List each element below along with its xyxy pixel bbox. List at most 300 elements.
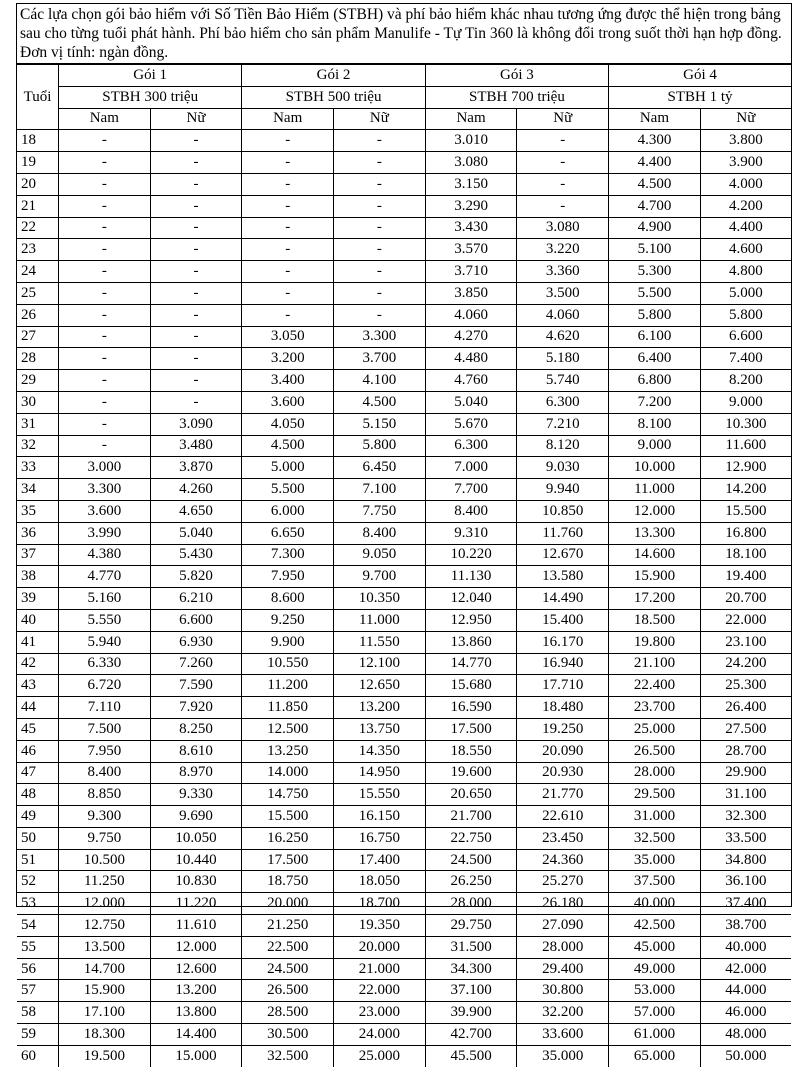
pkg1-female-cell: 3.090 <box>150 413 242 435</box>
pkg2-female-cell: 25.000 <box>334 1045 426 1066</box>
pkg4-female-cell: 27.500 <box>700 718 791 740</box>
pkg3-female-cell: 22.610 <box>517 806 609 828</box>
table-row <box>17 348 791 370</box>
pkg4-female-cell: 23.100 <box>700 631 791 653</box>
pkg4-male-cell: 21.100 <box>609 653 701 675</box>
pkg3-male-cell: 16.590 <box>425 697 517 719</box>
pkg3-female-cell: 32.200 <box>517 1002 609 1024</box>
age-cell: 37 <box>17 544 58 566</box>
age-cell: 26 <box>17 304 58 326</box>
table-row <box>17 588 791 610</box>
pkg3-female-cell: - <box>517 152 609 174</box>
pkg3-female-cell: 4.620 <box>517 326 609 348</box>
table-row <box>17 631 791 653</box>
pkg3-female-cell: 26.180 <box>517 893 609 915</box>
pkg1-female-cell: 10.440 <box>150 849 242 871</box>
pkg3-female-cell: - <box>517 195 609 217</box>
pkg3-male-cell: 3.430 <box>425 217 517 239</box>
pkg1-male-cell: 3.000 <box>58 457 150 479</box>
pkg2-male-cell: 9.900 <box>242 631 334 653</box>
pkg1-male-cell: 7.950 <box>58 740 150 762</box>
pkg2-male-cell: 13.250 <box>242 740 334 762</box>
pkg3-male-cell: 26.250 <box>425 871 517 893</box>
age-cell: 48 <box>17 784 58 806</box>
table-row <box>17 806 791 828</box>
pkg1-female-cell: 4.650 <box>150 500 242 522</box>
pkg2-female-cell: 15.550 <box>334 784 426 806</box>
pkg4-male-cell: 19.800 <box>609 631 701 653</box>
pkg2-female-cell: - <box>334 304 426 326</box>
pkg1-male-cell: 15.900 <box>58 980 150 1002</box>
table-row <box>17 1002 791 1024</box>
age-cell: 54 <box>17 915 58 937</box>
pkg3-female-cell: 24.360 <box>517 849 609 871</box>
age-cell: 33 <box>17 457 58 479</box>
pkg2-female-cell: 24.000 <box>334 1024 426 1046</box>
age-cell: 55 <box>17 936 58 958</box>
age-cell: 24 <box>17 261 58 283</box>
table-row <box>17 544 791 566</box>
pkg2-female-cell: - <box>334 130 426 152</box>
pkg3-female-cell: 20.090 <box>517 740 609 762</box>
pkg2-female-cell: 21.000 <box>334 958 426 980</box>
pkg3-male-cell: 28.000 <box>425 893 517 915</box>
pkg4-female-cell: 42.000 <box>700 958 791 980</box>
pkg1-male-cell: 5.940 <box>58 631 150 653</box>
pkg1-female-cell: - <box>150 239 242 261</box>
pkg2-female-cell: 17.400 <box>334 849 426 871</box>
pkg4-male-cell: 6.800 <box>609 370 701 392</box>
pkg1-female-cell: 6.210 <box>150 588 242 610</box>
pkg1-male-cell: - <box>58 261 150 283</box>
pkg4-female-cell: 38.700 <box>700 915 791 937</box>
age-cell: 47 <box>17 762 58 784</box>
table-row <box>17 435 791 457</box>
pkg4-male-cell: 10.000 <box>609 457 701 479</box>
table-row <box>17 915 791 937</box>
pkg2-female-cell: 5.150 <box>334 413 426 435</box>
pkg2-female-cell: 13.750 <box>334 718 426 740</box>
pkg4-male-cell: 31.000 <box>609 806 701 828</box>
pkg2-male-cell: - <box>242 282 334 304</box>
pkg2-male-cell: 21.250 <box>242 915 334 937</box>
pkg1-female-cell: 10.830 <box>150 871 242 893</box>
pkg4-male-cell: 15.900 <box>609 566 701 588</box>
age-cell: 42 <box>17 653 58 675</box>
age-cell: 41 <box>17 631 58 653</box>
pkg4-male-cell: 37.500 <box>609 871 701 893</box>
pkg4-male-cell: 25.000 <box>609 718 701 740</box>
pkg3-male-cell: 14.770 <box>425 653 517 675</box>
pkg2-male-cell: - <box>242 217 334 239</box>
pkg4-female-cell: 12.900 <box>700 457 791 479</box>
pkg3-female-cell: 29.400 <box>517 958 609 980</box>
pkg4-male-cell: 14.600 <box>609 544 701 566</box>
pkg2-male-cell: 12.500 <box>242 718 334 740</box>
package-name-row <box>17 65 791 87</box>
pkg2-female-cell: 6.450 <box>334 457 426 479</box>
pkg1-female-cell: 13.200 <box>150 980 242 1002</box>
pkg4-female-cell: 4.400 <box>700 217 791 239</box>
pkg2-male-cell: 7.300 <box>242 544 334 566</box>
pkg3-male-cell: 3.010 <box>425 130 517 152</box>
pkg4-male-cell: 6.400 <box>609 348 701 370</box>
pkg4-female-cell: 10.300 <box>700 413 791 435</box>
pkg3-male-cell: 12.950 <box>425 609 517 631</box>
table-row <box>17 936 791 958</box>
pkg1-female-cell: 11.220 <box>150 893 242 915</box>
pkg4-male-cell: 11.000 <box>609 479 701 501</box>
table-row <box>17 370 791 392</box>
pkg1-male-cell: 3.990 <box>58 522 150 544</box>
pkg1-male-cell: - <box>58 304 150 326</box>
pkg3-female-cell: 9.940 <box>517 479 609 501</box>
sum-insured-row <box>17 86 791 108</box>
pkg3-male-cell: 18.550 <box>425 740 517 762</box>
pkg3-male-cell: 7.000 <box>425 457 517 479</box>
age-cell: 32 <box>17 435 58 457</box>
age-cell: 27 <box>17 326 58 348</box>
pkg1-female-cell: 9.690 <box>150 806 242 828</box>
pkg2-male-cell: 9.250 <box>242 609 334 631</box>
pkg4-female-cell: 19.400 <box>700 566 791 588</box>
pkg1-male-cell: 5.550 <box>58 609 150 631</box>
package-4-name: Gói 4 <box>609 65 791 87</box>
pkg4-female-cell: 50.000 <box>700 1045 791 1066</box>
pkg1-male-cell: - <box>58 435 150 457</box>
pkg3-female-cell: 14.490 <box>517 588 609 610</box>
pkg3-male-cell: 3.850 <box>425 282 517 304</box>
age-cell: 29 <box>17 370 58 392</box>
pkg2-female-cell: 12.100 <box>334 653 426 675</box>
pkg1-male-cell: - <box>58 370 150 392</box>
pkg1-female-cell: 6.930 <box>150 631 242 653</box>
pkg2-female-cell: 16.150 <box>334 806 426 828</box>
pkg4-male-cell: 65.000 <box>609 1045 701 1066</box>
pkg2-female-cell: 18.050 <box>334 871 426 893</box>
pkg3-male-cell: 4.760 <box>425 370 517 392</box>
age-cell: 45 <box>17 718 58 740</box>
pkg1-female-cell: 15.000 <box>150 1045 242 1066</box>
pkg1-female-cell: 12.600 <box>150 958 242 980</box>
pkg4-male-cell: 7.200 <box>609 391 701 413</box>
pkg4-female-cell: 20.700 <box>700 588 791 610</box>
pkg1-male-cell: - <box>58 348 150 370</box>
table-row <box>17 391 791 413</box>
pkg1-male-cell: - <box>58 282 150 304</box>
table-row <box>17 173 791 195</box>
age-cell: 49 <box>17 806 58 828</box>
pkg1-female-cell: 6.600 <box>150 609 242 631</box>
package-3-name: Gói 3 <box>425 65 608 87</box>
pkg3-female-cell: - <box>517 130 609 152</box>
pkg2-female-cell: 13.200 <box>334 697 426 719</box>
age-cell: 30 <box>17 391 58 413</box>
pkg2-male-cell: 4.500 <box>242 435 334 457</box>
pkg4-female-cell: 8.200 <box>700 370 791 392</box>
premium-rows <box>17 130 791 1067</box>
pkg4-female-cell: 44.000 <box>700 980 791 1002</box>
pkg2-female-cell: - <box>334 173 426 195</box>
pkg2-male-cell: 8.600 <box>242 588 334 610</box>
pkg3-male-cell: 24.500 <box>425 849 517 871</box>
pkg4-female-cell: 4.600 <box>700 239 791 261</box>
pkg3-female-cell: 18.480 <box>517 697 609 719</box>
pkg2-female-cell: 4.500 <box>334 391 426 413</box>
pkg4-female-cell: 33.500 <box>700 827 791 849</box>
table-row <box>17 1045 791 1066</box>
pkg1-female-cell: 12.000 <box>150 936 242 958</box>
pkg2-male-cell: 6.650 <box>242 522 334 544</box>
table-row <box>17 457 791 479</box>
pkg2-female-cell: 11.550 <box>334 631 426 653</box>
package-4-sum: STBH 1 tỷ <box>609 86 791 108</box>
age-cell: 34 <box>17 479 58 501</box>
gender-row <box>17 108 791 130</box>
pkg3-male-cell: 12.040 <box>425 588 517 610</box>
pkg2-female-cell: 8.400 <box>334 522 426 544</box>
pkg2-male-cell: - <box>242 173 334 195</box>
pkg4-female-cell: 5.800 <box>700 304 791 326</box>
pkg4-female-cell: 14.200 <box>700 479 791 501</box>
pkg3-female-cell: 16.940 <box>517 653 609 675</box>
package-1-male-header: Nam <box>58 108 150 130</box>
pkg3-female-cell: 27.090 <box>517 915 609 937</box>
age-cell: 21 <box>17 195 58 217</box>
age-header: Tuổi <box>17 65 58 130</box>
pkg2-male-cell: 20.000 <box>242 893 334 915</box>
pkg1-female-cell: 3.870 <box>150 457 242 479</box>
pkg2-male-cell: 15.500 <box>242 806 334 828</box>
pkg4-male-cell: 4.500 <box>609 173 701 195</box>
pkg4-male-cell: 8.100 <box>609 413 701 435</box>
pkg4-male-cell: 5.100 <box>609 239 701 261</box>
pkg2-male-cell: 7.950 <box>242 566 334 588</box>
pkg4-female-cell: 26.400 <box>700 697 791 719</box>
pkg2-female-cell: 5.800 <box>334 435 426 457</box>
pkg2-female-cell: 22.000 <box>334 980 426 1002</box>
pkg1-female-cell: - <box>150 152 242 174</box>
pkg3-female-cell: 3.080 <box>517 217 609 239</box>
pkg4-male-cell: 53.000 <box>609 980 701 1002</box>
pkg4-male-cell: 6.100 <box>609 326 701 348</box>
pkg2-male-cell: 3.400 <box>242 370 334 392</box>
pkg3-female-cell: 3.360 <box>517 261 609 283</box>
pkg1-male-cell: - <box>58 152 150 174</box>
pkg1-female-cell: 7.920 <box>150 697 242 719</box>
pkg4-female-cell: 29.900 <box>700 762 791 784</box>
pkg4-male-cell: 23.700 <box>609 697 701 719</box>
pkg1-male-cell: - <box>58 326 150 348</box>
pkg4-female-cell: 4.800 <box>700 261 791 283</box>
pkg4-male-cell: 28.000 <box>609 762 701 784</box>
pkg3-male-cell: 7.700 <box>425 479 517 501</box>
pkg3-male-cell: 29.750 <box>425 915 517 937</box>
table-row <box>17 718 791 740</box>
pkg3-female-cell: 25.270 <box>517 871 609 893</box>
table-row <box>17 566 791 588</box>
pkg4-female-cell: 28.700 <box>700 740 791 762</box>
pkg1-female-cell: 7.590 <box>150 675 242 697</box>
pkg2-male-cell: - <box>242 239 334 261</box>
pkg3-male-cell: 9.310 <box>425 522 517 544</box>
age-cell: 43 <box>17 675 58 697</box>
pkg2-male-cell: 30.500 <box>242 1024 334 1046</box>
pkg2-female-cell: 9.700 <box>334 566 426 588</box>
package-2-name: Gói 2 <box>242 65 425 87</box>
pkg2-male-cell: 3.050 <box>242 326 334 348</box>
pkg3-female-cell: 9.030 <box>517 457 609 479</box>
pkg4-male-cell: 5.300 <box>609 261 701 283</box>
pkg3-female-cell: 10.850 <box>517 500 609 522</box>
pkg3-female-cell: 35.000 <box>517 1045 609 1066</box>
pkg2-male-cell: 6.000 <box>242 500 334 522</box>
pkg2-female-cell: 14.950 <box>334 762 426 784</box>
pkg3-female-cell: 5.180 <box>517 348 609 370</box>
age-cell: 51 <box>17 849 58 871</box>
pkg1-female-cell: 5.430 <box>150 544 242 566</box>
pkg2-male-cell: - <box>242 304 334 326</box>
pkg3-female-cell: 16.170 <box>517 631 609 653</box>
age-cell: 38 <box>17 566 58 588</box>
age-cell: 58 <box>17 1002 58 1024</box>
pkg4-female-cell: 40.000 <box>700 936 791 958</box>
pkg4-male-cell: 4.400 <box>609 152 701 174</box>
pkg2-female-cell: - <box>334 152 426 174</box>
age-cell: 52 <box>17 871 58 893</box>
pkg2-male-cell: 22.500 <box>242 936 334 958</box>
table-row <box>17 958 791 980</box>
table-row <box>17 980 791 1002</box>
pkg2-male-cell: 16.250 <box>242 827 334 849</box>
pkg2-female-cell: - <box>334 195 426 217</box>
pkg1-male-cell: 6.330 <box>58 653 150 675</box>
pkg3-female-cell: 11.760 <box>517 522 609 544</box>
pkg2-female-cell: 23.000 <box>334 1002 426 1024</box>
pkg3-female-cell: - <box>517 173 609 195</box>
age-cell: 50 <box>17 827 58 849</box>
age-cell: 25 <box>17 282 58 304</box>
pkg3-male-cell: 37.100 <box>425 980 517 1002</box>
pkg4-female-cell: 16.800 <box>700 522 791 544</box>
table-row <box>17 261 791 283</box>
document-frame <box>16 3 792 1064</box>
pkg2-male-cell: 17.500 <box>242 849 334 871</box>
pkg3-female-cell: 12.670 <box>517 544 609 566</box>
pkg2-female-cell: 16.750 <box>334 827 426 849</box>
pkg1-female-cell: - <box>150 304 242 326</box>
pkg3-male-cell: 22.750 <box>425 827 517 849</box>
pkg4-male-cell: 35.000 <box>609 849 701 871</box>
age-cell: 60 <box>17 1045 58 1066</box>
package-4-female-header: Nữ <box>700 108 791 130</box>
pkg1-female-cell: - <box>150 195 242 217</box>
pkg3-female-cell: 3.500 <box>517 282 609 304</box>
pkg1-female-cell: - <box>150 326 242 348</box>
pkg4-male-cell: 32.500 <box>609 827 701 849</box>
pkg4-female-cell: 25.300 <box>700 675 791 697</box>
pkg3-female-cell: 5.740 <box>517 370 609 392</box>
pkg3-female-cell: 21.770 <box>517 784 609 806</box>
pkg3-male-cell: 4.060 <box>425 304 517 326</box>
pkg2-male-cell: 14.000 <box>242 762 334 784</box>
age-cell: 35 <box>17 500 58 522</box>
table-row <box>17 893 791 915</box>
pkg1-male-cell: - <box>58 391 150 413</box>
pkg4-male-cell: 45.000 <box>609 936 701 958</box>
pkg2-male-cell: 14.750 <box>242 784 334 806</box>
pkg3-female-cell: 8.120 <box>517 435 609 457</box>
pkg2-male-cell: - <box>242 261 334 283</box>
pkg2-female-cell: 10.350 <box>334 588 426 610</box>
pkg1-male-cell: 11.250 <box>58 871 150 893</box>
pkg4-male-cell: 57.000 <box>609 1002 701 1024</box>
table-row <box>17 653 791 675</box>
pkg3-male-cell: 31.500 <box>425 936 517 958</box>
age-cell: 36 <box>17 522 58 544</box>
pkg3-male-cell: 10.220 <box>425 544 517 566</box>
pkg2-female-cell: 14.350 <box>334 740 426 762</box>
pkg3-female-cell: 17.710 <box>517 675 609 697</box>
pkg1-male-cell: 12.750 <box>58 915 150 937</box>
pkg3-male-cell: 6.300 <box>425 435 517 457</box>
table-row <box>17 326 791 348</box>
pkg1-male-cell: 4.380 <box>58 544 150 566</box>
pkg2-female-cell: 7.100 <box>334 479 426 501</box>
pkg2-male-cell: 4.050 <box>242 413 334 435</box>
pkg1-female-cell: 8.250 <box>150 718 242 740</box>
pkg1-female-cell: - <box>150 391 242 413</box>
pkg2-female-cell: 19.350 <box>334 915 426 937</box>
package-2-female-header: Nữ <box>334 108 426 130</box>
pkg3-male-cell: 17.500 <box>425 718 517 740</box>
pkg1-male-cell: - <box>58 217 150 239</box>
age-cell: 31 <box>17 413 58 435</box>
pkg3-male-cell: 21.700 <box>425 806 517 828</box>
pkg1-female-cell: - <box>150 217 242 239</box>
pkg4-male-cell: 40.000 <box>609 893 701 915</box>
pkg4-female-cell: 4.200 <box>700 195 791 217</box>
pkg2-female-cell: 12.650 <box>334 675 426 697</box>
pkg4-male-cell: 22.400 <box>609 675 701 697</box>
pkg4-female-cell: 4.000 <box>700 173 791 195</box>
pkg1-male-cell: - <box>58 239 150 261</box>
pkg2-male-cell: - <box>242 130 334 152</box>
pkg1-male-cell: 3.300 <box>58 479 150 501</box>
package-1-sum: STBH 300 triệu <box>58 86 241 108</box>
premium-table <box>17 64 791 1067</box>
pkg3-male-cell: 5.040 <box>425 391 517 413</box>
package-2-male-header: Nam <box>242 108 334 130</box>
pkg1-male-cell: 19.500 <box>58 1045 150 1066</box>
package-3-male-header: Nam <box>425 108 517 130</box>
table-row <box>17 217 791 239</box>
pkg1-female-cell: 4.260 <box>150 479 242 501</box>
age-cell: 39 <box>17 588 58 610</box>
age-cell: 28 <box>17 348 58 370</box>
pkg3-male-cell: 3.570 <box>425 239 517 261</box>
pkg1-male-cell: 7.500 <box>58 718 150 740</box>
pkg4-female-cell: 5.000 <box>700 282 791 304</box>
pkg2-female-cell: 9.050 <box>334 544 426 566</box>
pkg1-male-cell: 9.750 <box>58 827 150 849</box>
pkg3-male-cell: 5.670 <box>425 413 517 435</box>
package-2-sum: STBH 500 triệu <box>242 86 425 108</box>
pkg3-female-cell: 23.450 <box>517 827 609 849</box>
pkg1-female-cell: - <box>150 370 242 392</box>
pkg1-female-cell: 11.610 <box>150 915 242 937</box>
age-cell: 22 <box>17 217 58 239</box>
